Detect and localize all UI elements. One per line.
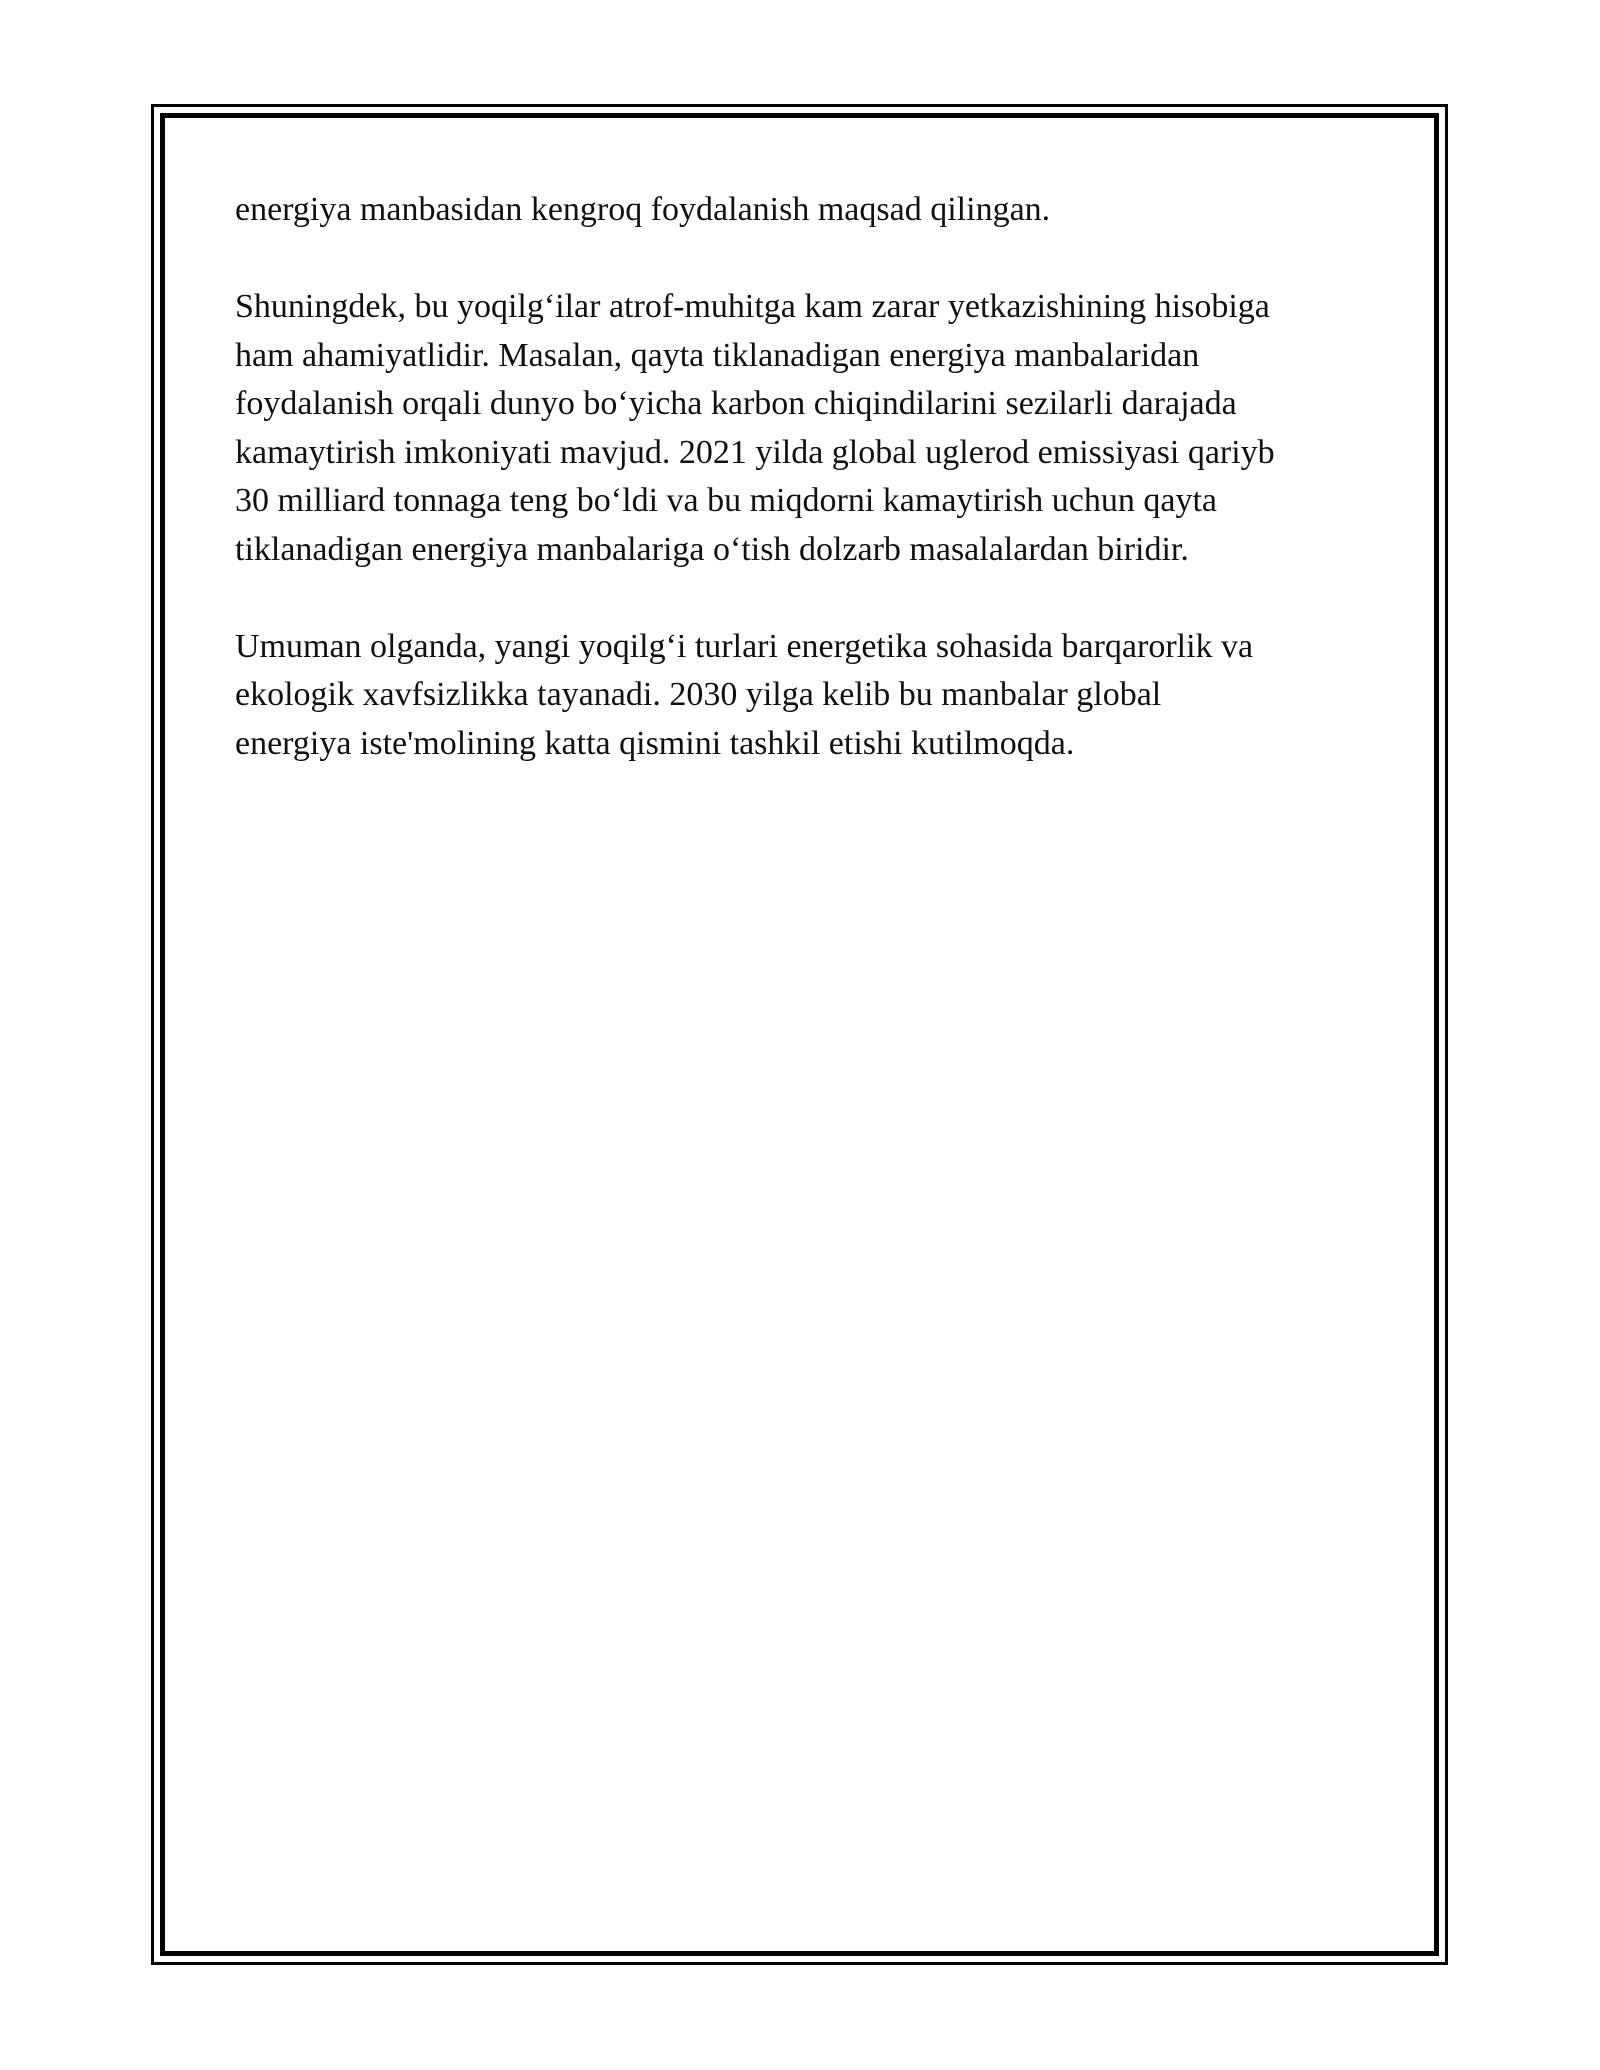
paragraph-line: foydalanish orqali dunyo bo‘yicha karbon chiqindilarini sezilarli darajada: [235, 385, 1237, 422]
paragraph-line: ekologik xavfsizlikka tayanadi. 2030 yilga kelib bu manbalar global: [235, 676, 1162, 713]
paragraph-2: [235, 283, 1375, 574]
paragraph-line: tiklanadigan energiya manbalariga o‘tish dolzarb masalalardan biridir.: [235, 530, 1189, 568]
paragraph-line: Shuningdek, bu yoqilg‘ilar atrof-muhitga kam zarar yetkazishining hisobiga: [235, 288, 1270, 325]
paragraph-line: energiya manbasidan kengroq foydalanish maqsad qilingan.: [235, 191, 1051, 228]
paragraph-spacer: [235, 235, 1375, 284]
paragraph-line: Umuman olganda, yangi yoqilg‘i turlari energetika sohasida barqarorlik va: [235, 627, 1254, 665]
paragraph-spacer: [235, 574, 1375, 623]
paragraph-line: 30 milliard tonnaga teng bo‘ldi va bu miqdorni kamaytirish uchun qayta: [235, 482, 1218, 519]
paragraph-line: ham ahamiyatlidir. Masalan, qayta tiklanadigan energiya manbalaridan: [235, 336, 1200, 374]
paragraph-1: [235, 186, 1375, 235]
paragraph-line: kamaytirish imkoniyati mavjud. 2021 yilda global uglerod emissiyasi qariyb: [235, 433, 1275, 471]
paragraph-3: [235, 623, 1375, 769]
document-body: [235, 186, 1375, 768]
paragraph-line: energiya iste'molining katta qismini tashkil etishi kutilmoqda.: [235, 724, 1075, 762]
